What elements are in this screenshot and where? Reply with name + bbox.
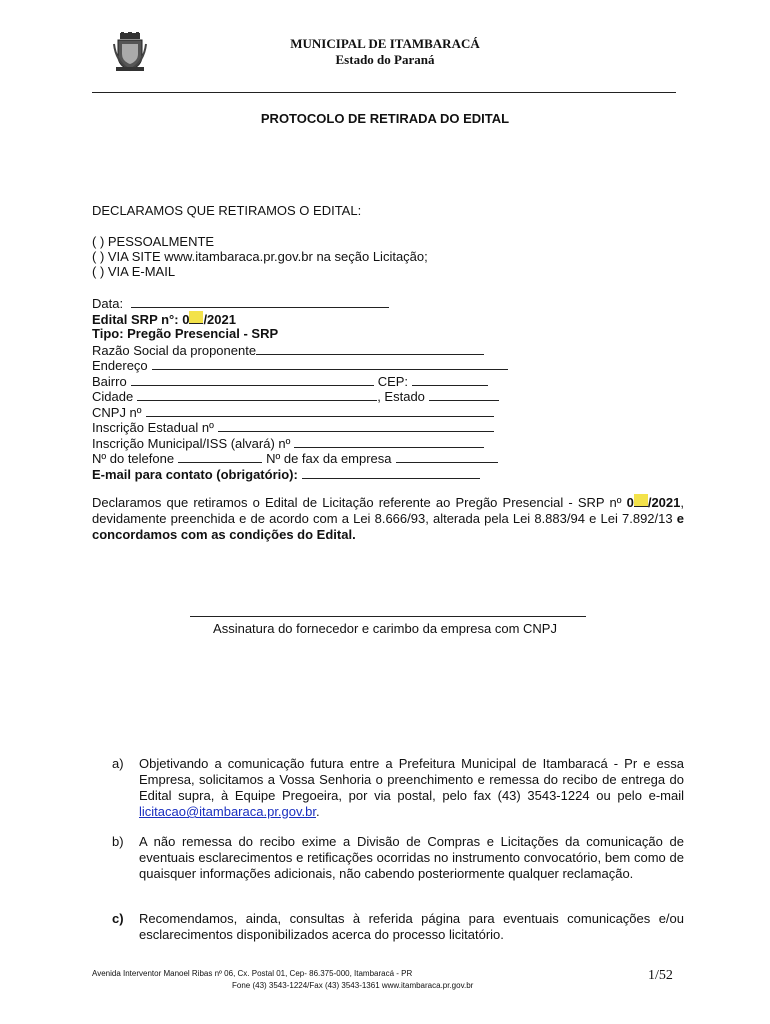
- page-title: PROTOCOLO DE RETIRADA DO EDITAL: [260, 111, 510, 126]
- statement-number-blank: [634, 494, 648, 507]
- statement-number: 0 /2021: [626, 495, 681, 510]
- form-row-inscricao-estadual: [92, 419, 494, 436]
- note-c-label: c): [112, 911, 124, 926]
- email-blank: [302, 466, 480, 479]
- form-row-tipo: Tipo: Pregão Presencial - SRP: [92, 326, 279, 341]
- note-b-label: b): [112, 834, 124, 849]
- footer-address: Avenida Interventor Manoel Ribas nº 06, Cx. Postal 01, Cep- 86.375-000, Itambaracá - PR: [92, 969, 413, 978]
- cep-blank: [412, 373, 488, 386]
- form-row-data: [92, 295, 389, 312]
- estado-blank: [429, 388, 499, 401]
- form-row-endereco: [92, 357, 508, 374]
- email-link[interactable]: licitacao@itambaraca.pr.gov.br: [139, 804, 316, 819]
- header-municipality: MUNICIPAL DE ITAMBARACÁ: [290, 36, 480, 51]
- data-blank: [131, 295, 389, 308]
- option-pessoalmente: ( ) PESSOALMENTE: [92, 234, 215, 249]
- form-row-cidade: [92, 388, 499, 405]
- endereco-blank: [152, 357, 508, 370]
- estado-label: , Estado: [377, 389, 425, 404]
- note-a-text: Objetivando a comunicação futura entre a Prefeitura Municipal de Itambaracá - Pr e essa Empresa, solicitamos a Vossa Senhoria o preenchimento e remessa do recibo de entrega do Edital supra, à Equipe Pregoeira, por via postal, pelo fax (43) 3543-1224 ou pelo e-mail licitacao@itambaraca.pr.gov.br.: [139, 756, 684, 819]
- note-b: [112, 834, 684, 882]
- telefone-label: Nº do telefone: [92, 451, 175, 466]
- bairro-label: Bairro: [92, 374, 127, 389]
- inscricao-estadual-blank: [218, 419, 494, 432]
- option-via-site: ( ) VIA SITE www.itambaraca.pr.gov.br na seção Licitação;: [92, 249, 428, 264]
- bairro-blank: [131, 373, 374, 386]
- header-state: Estado do Paraná: [335, 52, 435, 67]
- form-row-email: [92, 466, 480, 483]
- statement-part1: Declaramos que retiramos o Edital de Licitação referente ao Pregão Presencial - SRP nº: [92, 495, 627, 510]
- cidade-label: Cidade: [92, 389, 134, 404]
- cnpj-blank: [146, 404, 494, 417]
- telefone-blank: [178, 450, 262, 463]
- note-c-text: Recomendamos, ainda, consultas à referida página para eventuais comunicações e/ou esclarecimentos disponibilizados acerca do processo licitatório.: [139, 911, 684, 942]
- razao-label: Razão Social da proponente: [92, 343, 257, 358]
- cnpj-label: CNPJ nº: [92, 405, 142, 420]
- edital-number-blank: [189, 311, 203, 324]
- option-via-email: ( ) VIA E-MAIL: [92, 264, 176, 279]
- cep-label: CEP:: [377, 374, 409, 389]
- fax-blank: [396, 450, 498, 463]
- header-divider: [92, 92, 676, 93]
- inscricao-municipal-label: Inscrição Municipal/ISS (alvará) nº: [92, 436, 291, 451]
- note-a-label: a): [112, 756, 124, 771]
- endereco-label: Endereço: [92, 358, 148, 373]
- fax-label: Nº de fax da empresa: [266, 451, 392, 466]
- statement-part2: , devidamente preenchida e de acordo com a Lei 8.666/93, alterada pela Lei 8.883/94 e Lei 7.892/13: [92, 495, 684, 526]
- edital-suffix: /2021: [203, 312, 236, 327]
- note-b-text: A não remessa do recibo exime a Divisão de Compras e Licitações da comunicação de eventuais esclarecimentos e retificações ocorridas no instrumento convocatório, bem como de quaisquer informações adicionais, não cabendo posteriormente qualquer reclamação.: [139, 834, 684, 881]
- inscricao-estadual-label: Inscrição Estadual nº: [92, 420, 214, 435]
- data-label: Data:: [92, 296, 124, 311]
- footer-contact: Fone (43) 3543-1224/Fax (43) 3543-1361 www.itambaraca.pr.gov.br: [232, 981, 474, 990]
- declaration-heading: DECLARAMOS QUE RETIRAMOS O EDITAL:: [92, 203, 362, 218]
- statement-part3: e concordamos com as condições do Edital.: [92, 511, 684, 542]
- note-a: [112, 756, 684, 820]
- razao-blank: [256, 342, 484, 355]
- inscricao-municipal-blank: [294, 435, 484, 448]
- note-c: [112, 911, 684, 943]
- signature-line: [190, 616, 586, 617]
- cidade-blank: [137, 388, 377, 401]
- edital-prefix: Edital SRP n°: 0: [92, 312, 190, 327]
- signature-caption: Assinatura do fornecedor e carimbo da empresa com CNPJ: [213, 621, 557, 636]
- email-label: E-mail para contato (obrigatório):: [92, 467, 298, 482]
- form-row-telefone: [92, 450, 498, 467]
- page-number: 1/52: [648, 968, 673, 983]
- statement-paragraph: [92, 494, 684, 543]
